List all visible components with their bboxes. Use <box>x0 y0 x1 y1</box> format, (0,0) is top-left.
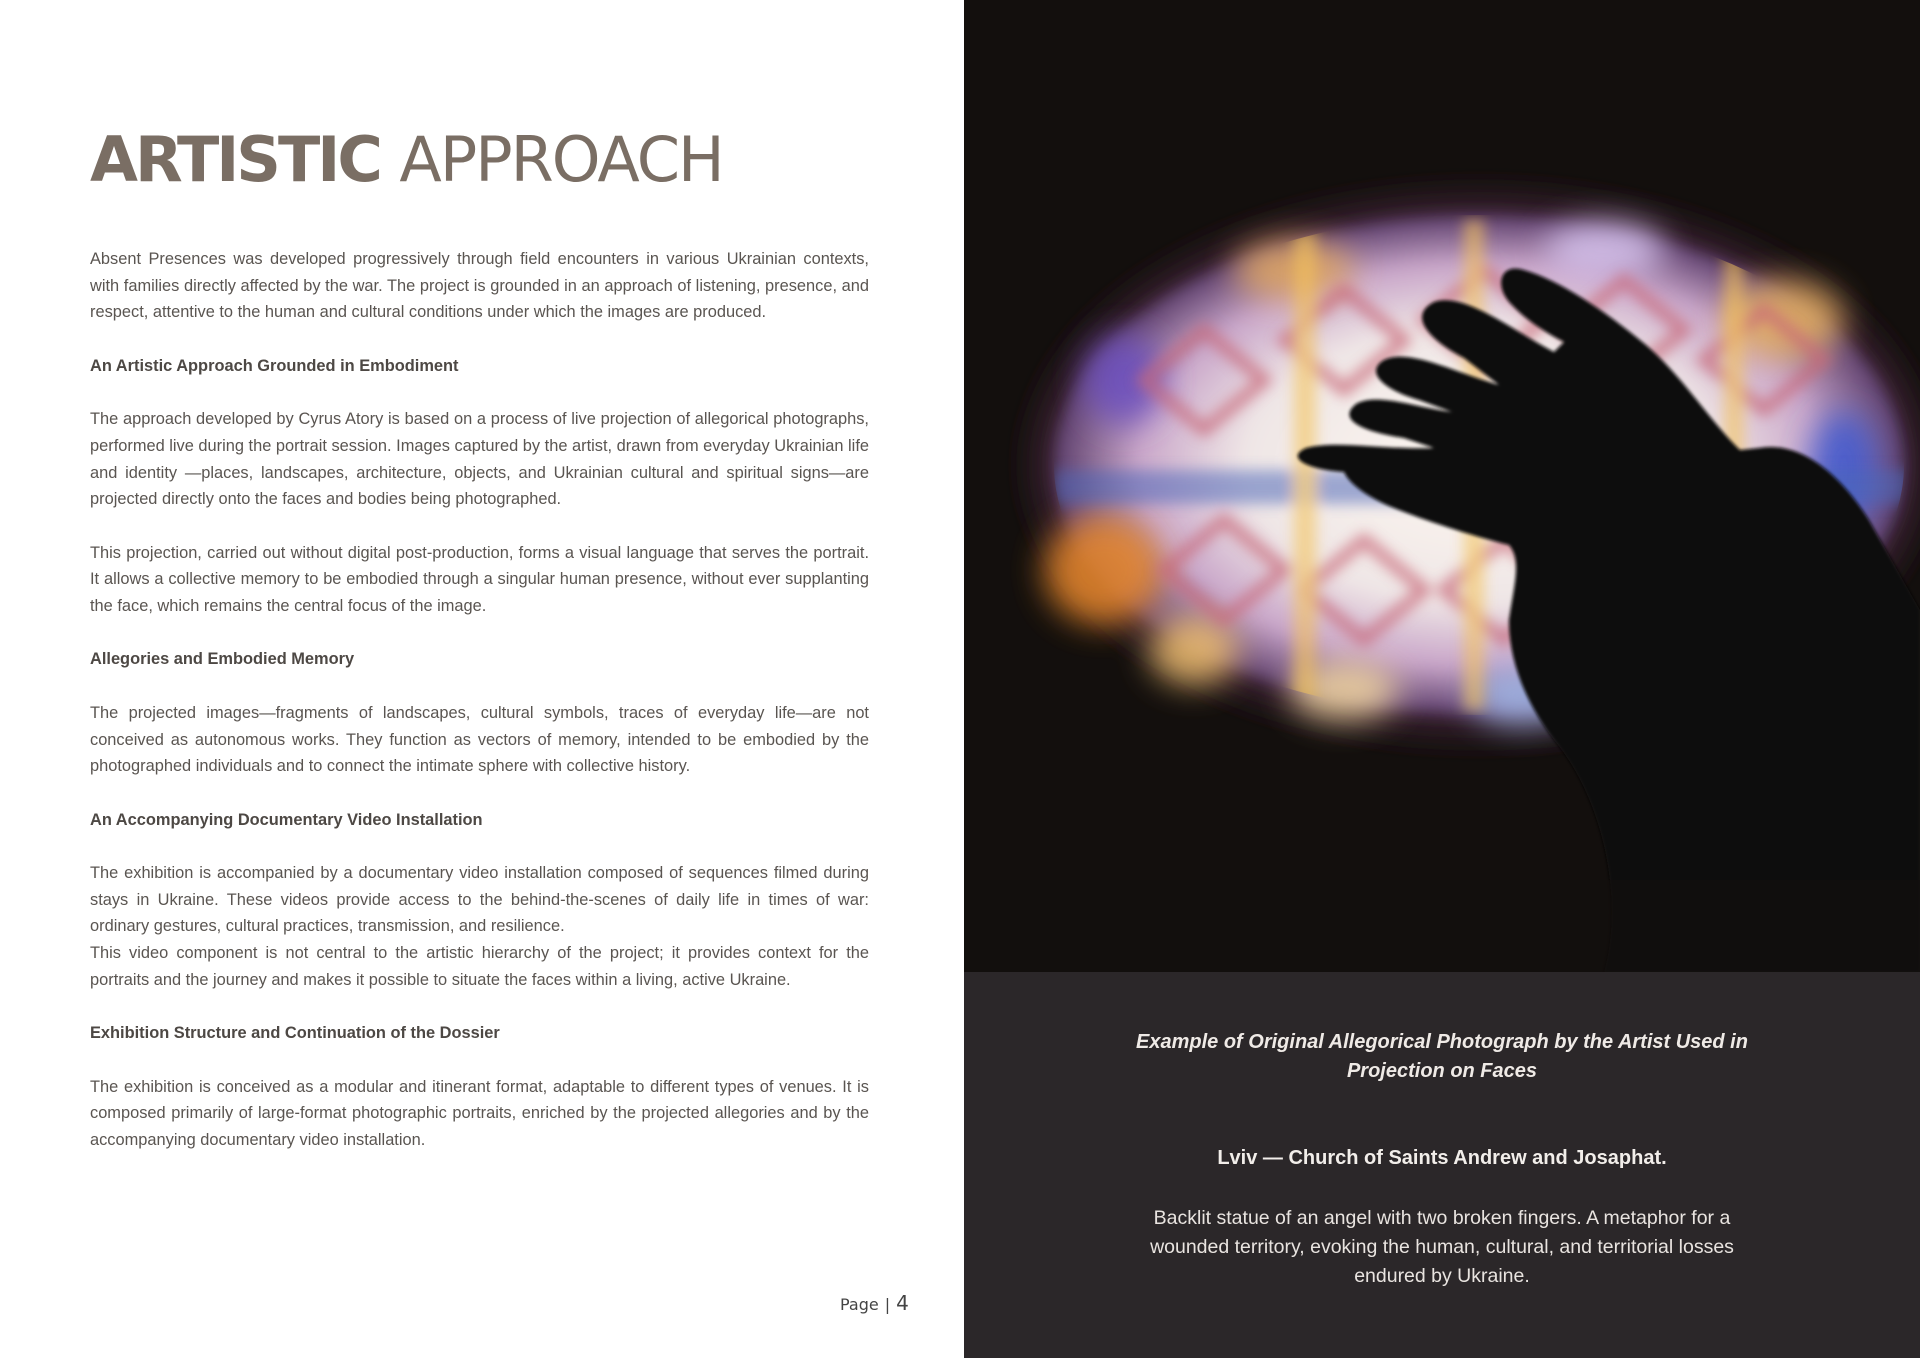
paragraph-video-component: This video component is not central to the artistic hierarchy of the project; it provides context for the portraits and the journey and makes it possible to situate the faces within a living, active Ukraine. <box>90 944 869 989</box>
page-title <box>90 120 723 200</box>
paragraph-exhibition-format: The exhibition is conceived as a modular and itinerant format, adaptable to different types of venues. It is composed primarily of large-format photographic portraits, enriched by the projected allegories and by the accompanying documentary video installation. <box>90 1077 869 1150</box>
paragraph-projected-images: The projected images—fragments of landscapes, cultural symbols, traces of everyday life—are not conceived as autonomous works. They function as vectors of memory, intended to be embodied by the photographed individuals and to connect the intimate sphere with collective history. <box>90 703 869 776</box>
page-title-bold: ARTISTIC <box>90 123 380 196</box>
body-text <box>90 246 869 1180</box>
intro-paragraph: Absent Presences was developed progressively through field encounters in various Ukrainian contexts, with families directly affected by the war. The project is grounded in an approach of listening, presence, and respect, attentive to the human and cultural conditions under which the images are produced. <box>90 250 869 322</box>
page-number-value: 4 <box>896 1291 909 1315</box>
page-separator: | <box>884 1295 891 1314</box>
paragraph-video-installation: The exhibition is accompanied by a documentary video installation composed of sequences filmed during stays in Ukraine. These videos provide access to the behind-the-scenes of daily life in times of war: ordinary gestures, cultural practices, transmission, and resilience. <box>90 864 869 936</box>
section-heading-exhibition-structure: Exhibition Structure and Continuation of the Dossier <box>90 1024 500 1043</box>
caption-panel <box>964 972 1920 1358</box>
caption-description: Backlit statue of an angel with two broken fingers. A metaphor for a wounded territory, evoking the human, cultural, and territorial losses endured by Ukraine. <box>1150 1207 1734 1287</box>
page-title-light: APPROACH <box>399 123 723 196</box>
section-heading-video-installation: An Accompanying Documentary Video Installation <box>90 810 483 829</box>
caption-location: Lviv — Church of Saints Andrew and Josaphat. <box>1217 1147 1667 1169</box>
section-heading-allegories: Allegories and Embodied Memory <box>90 650 355 669</box>
photo-illustration <box>964 0 1920 972</box>
paragraph-visual-language: This projection, carried out without digital post-production, forms a visual language that serves the portrait. It allows a collective memory to be embodied through a singular human presence, without ever supplanting the face, which remains the central focus of the image. <box>90 543 869 616</box>
hand-silhouette-stained-glass-photo <box>964 0 1920 972</box>
image-column <box>964 0 1920 1358</box>
page-number <box>840 1291 909 1315</box>
page-label: Page <box>840 1295 879 1314</box>
paragraph-projection-process: The approach developed by Cyrus Atory is based on a process of live projection of allegorical photographs, performed live during the portrait session. Images captured by the artist, drawn from everyday Ukrainian life and identity —places, landscapes, architecture, objects, and Ukrainian cultural and spiritual signs—are projected directly onto the faces and bodies being photographed. <box>90 410 869 509</box>
section-heading-embodiment: An Artistic Approach Grounded in Embodiment <box>90 356 459 375</box>
caption-title: Example of Original Allegorical Photograph by the Artist Used in Projection on Faces <box>1136 1031 1748 1082</box>
